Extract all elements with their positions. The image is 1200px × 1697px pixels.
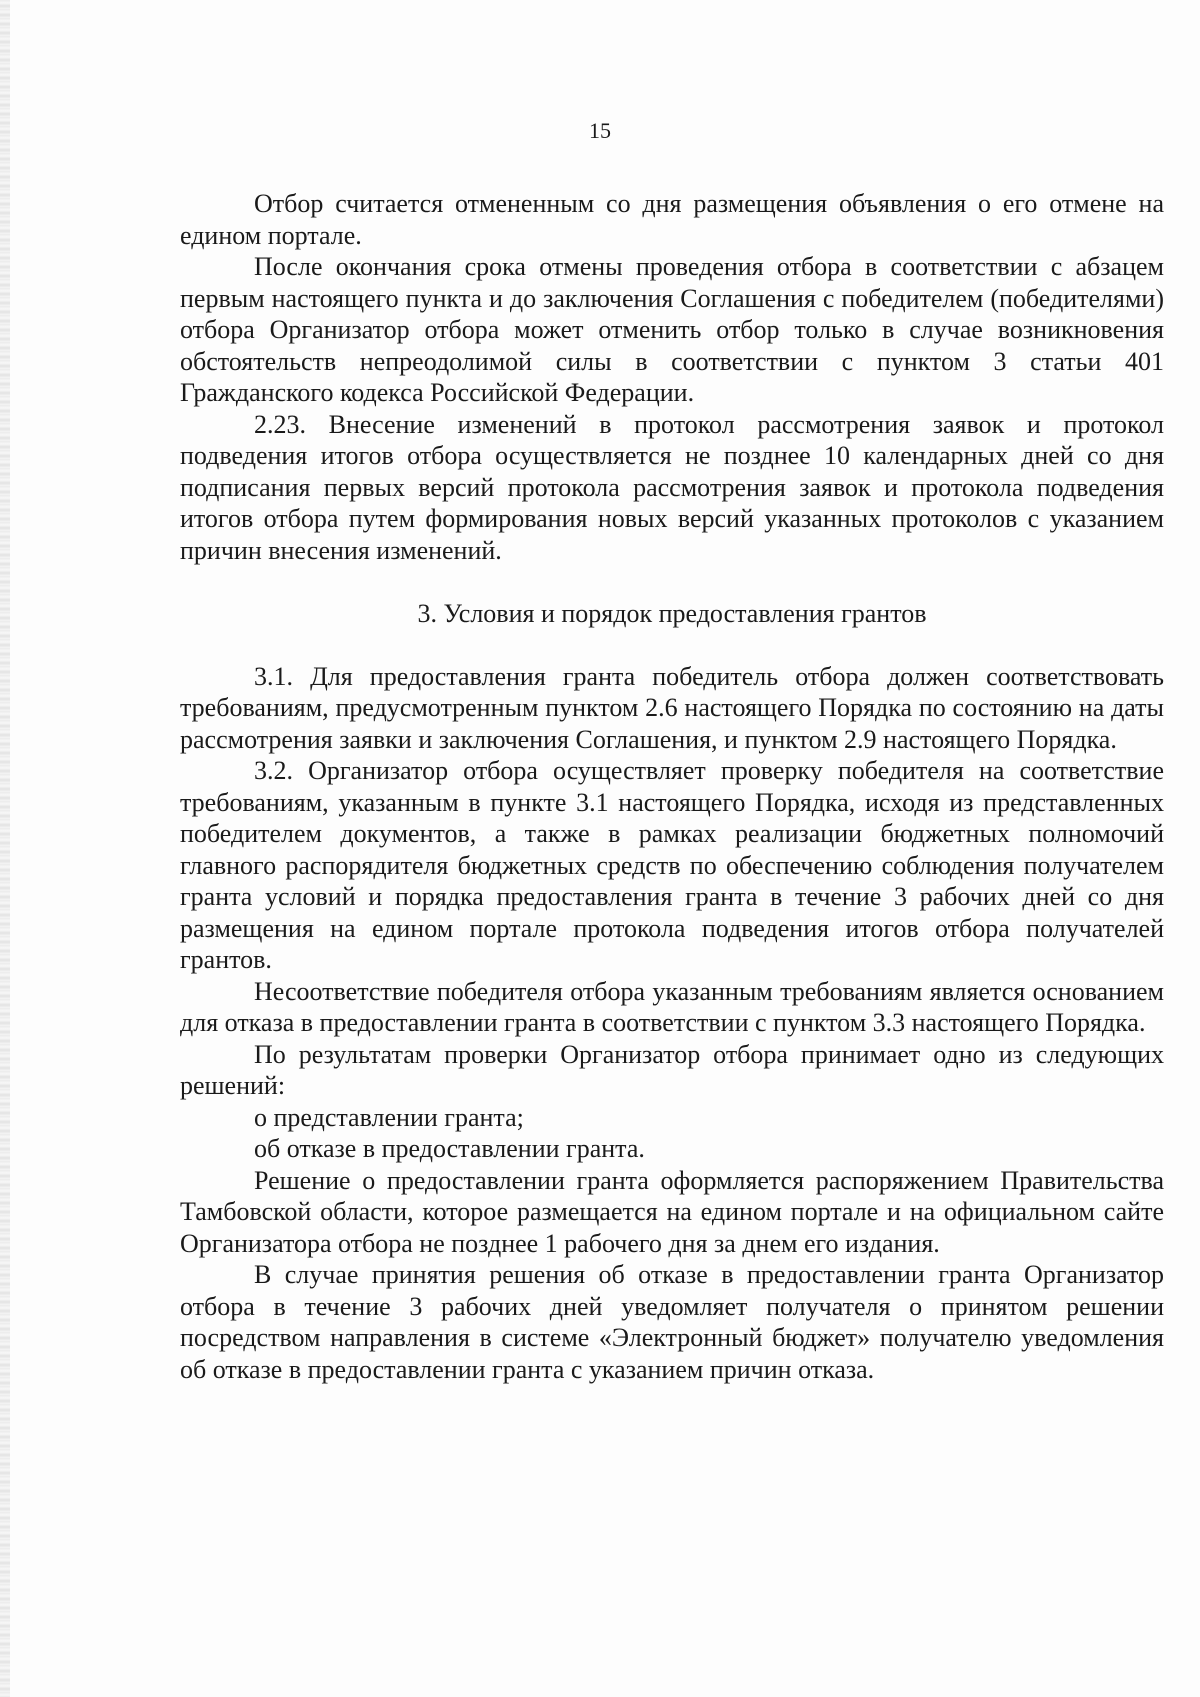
page-number: 15 bbox=[589, 118, 611, 143]
paragraph-refusal-notification: В случае принятия решения об отказе в предоставлении гранта Организатор отбора в течение 3 рабочих дней уведомляет получателя о принятом решении посредством направления в системе «Электронный бюджет» получателю уведомления об отказе в предоставлении гранта с указанием причин отказа. bbox=[180, 1260, 1164, 1384]
paragraph-3-1-requirements: 3.1. Для предоставления гранта победитель отбора должен соответствовать требованиям, предусмотренным пунктом 2.6 настоящего Порядка по состоянию на даты рассмотрения заявки и заключения Соглашения, и пунктом 2.9 настоящего Порядка. bbox=[180, 661, 1164, 754]
paragraph-cancellation-effective: Отбор считается отмененным со дня размещения объявления о его отмене на едином портале. bbox=[180, 189, 1164, 250]
paragraph-decisions-intro: По результатам проверки Организатор отбора принимает одно из следующих решений: bbox=[180, 1039, 1164, 1100]
paragraph-nonconformity: Несоответствие победителя отбора указанным требованиям является основанием для отказа в предоставлении гранта в соответствии с пунктом 3.3 настоящего Порядка. bbox=[180, 976, 1164, 1037]
section-heading: 3. Условия и порядок предоставления грантов bbox=[417, 599, 927, 628]
paragraph-decision-order: Решение о предоставлении гранта оформляется распоряжением Правительства Тамбовской области, которое размещается на едином портале и на официальном сайте Организатора отбора не позднее 1 рабочего дня за днем его издания. bbox=[180, 1165, 1164, 1258]
document-body bbox=[180, 188, 1164, 1385]
scan-edge-decoration bbox=[0, 0, 10, 1697]
paragraph-cancellation-force-majeure: После окончания срока отмены проведения отбора в соответствии с абзацем первым настоящего пункта и до заключения Соглашения с победителем (победителями) отбора Организатор отбора может отменить отбор только в случае возникновения обстоятельств непреодолимой силы в соответствии с пунктом 3 статьи 401 Гражданского кодекса Российской Федерации. bbox=[180, 252, 1164, 407]
paragraph-3-2-verification: 3.2. Организатор отбора осуществляет проверку победителя на соответствие требованиям, указанным в пункте 3.1 настоящего Порядка, исходя из представленных победителем документов, а также в рамках реализации бюджетных полномочий главного распорядителя бюджетных средств по обеспечению соблюдения получателем гранта условий и порядка предоставления гранта в течение 3 рабочих дней со дня размещения на едином портале протокола подведения итогов отбора получателей грантов. bbox=[180, 756, 1164, 974]
list-item-grant-provision: о представлении гранта; bbox=[254, 1102, 524, 1132]
paragraph-2-23-protocol-changes: 2.23. Внесение изменений в протокол рассмотрения заявок и протокол подведения итогов отбора осуществляется не позднее 10 календарных дней со дня подписания первых версий протокола рассмотрения заявок и протокола подведения итогов отбора путем формирования новых версий указанных протоколов с указанием причин внесения изменений. bbox=[180, 409, 1164, 565]
list-item-grant-refusal: об отказе в предоставлении гранта. bbox=[254, 1134, 645, 1163]
